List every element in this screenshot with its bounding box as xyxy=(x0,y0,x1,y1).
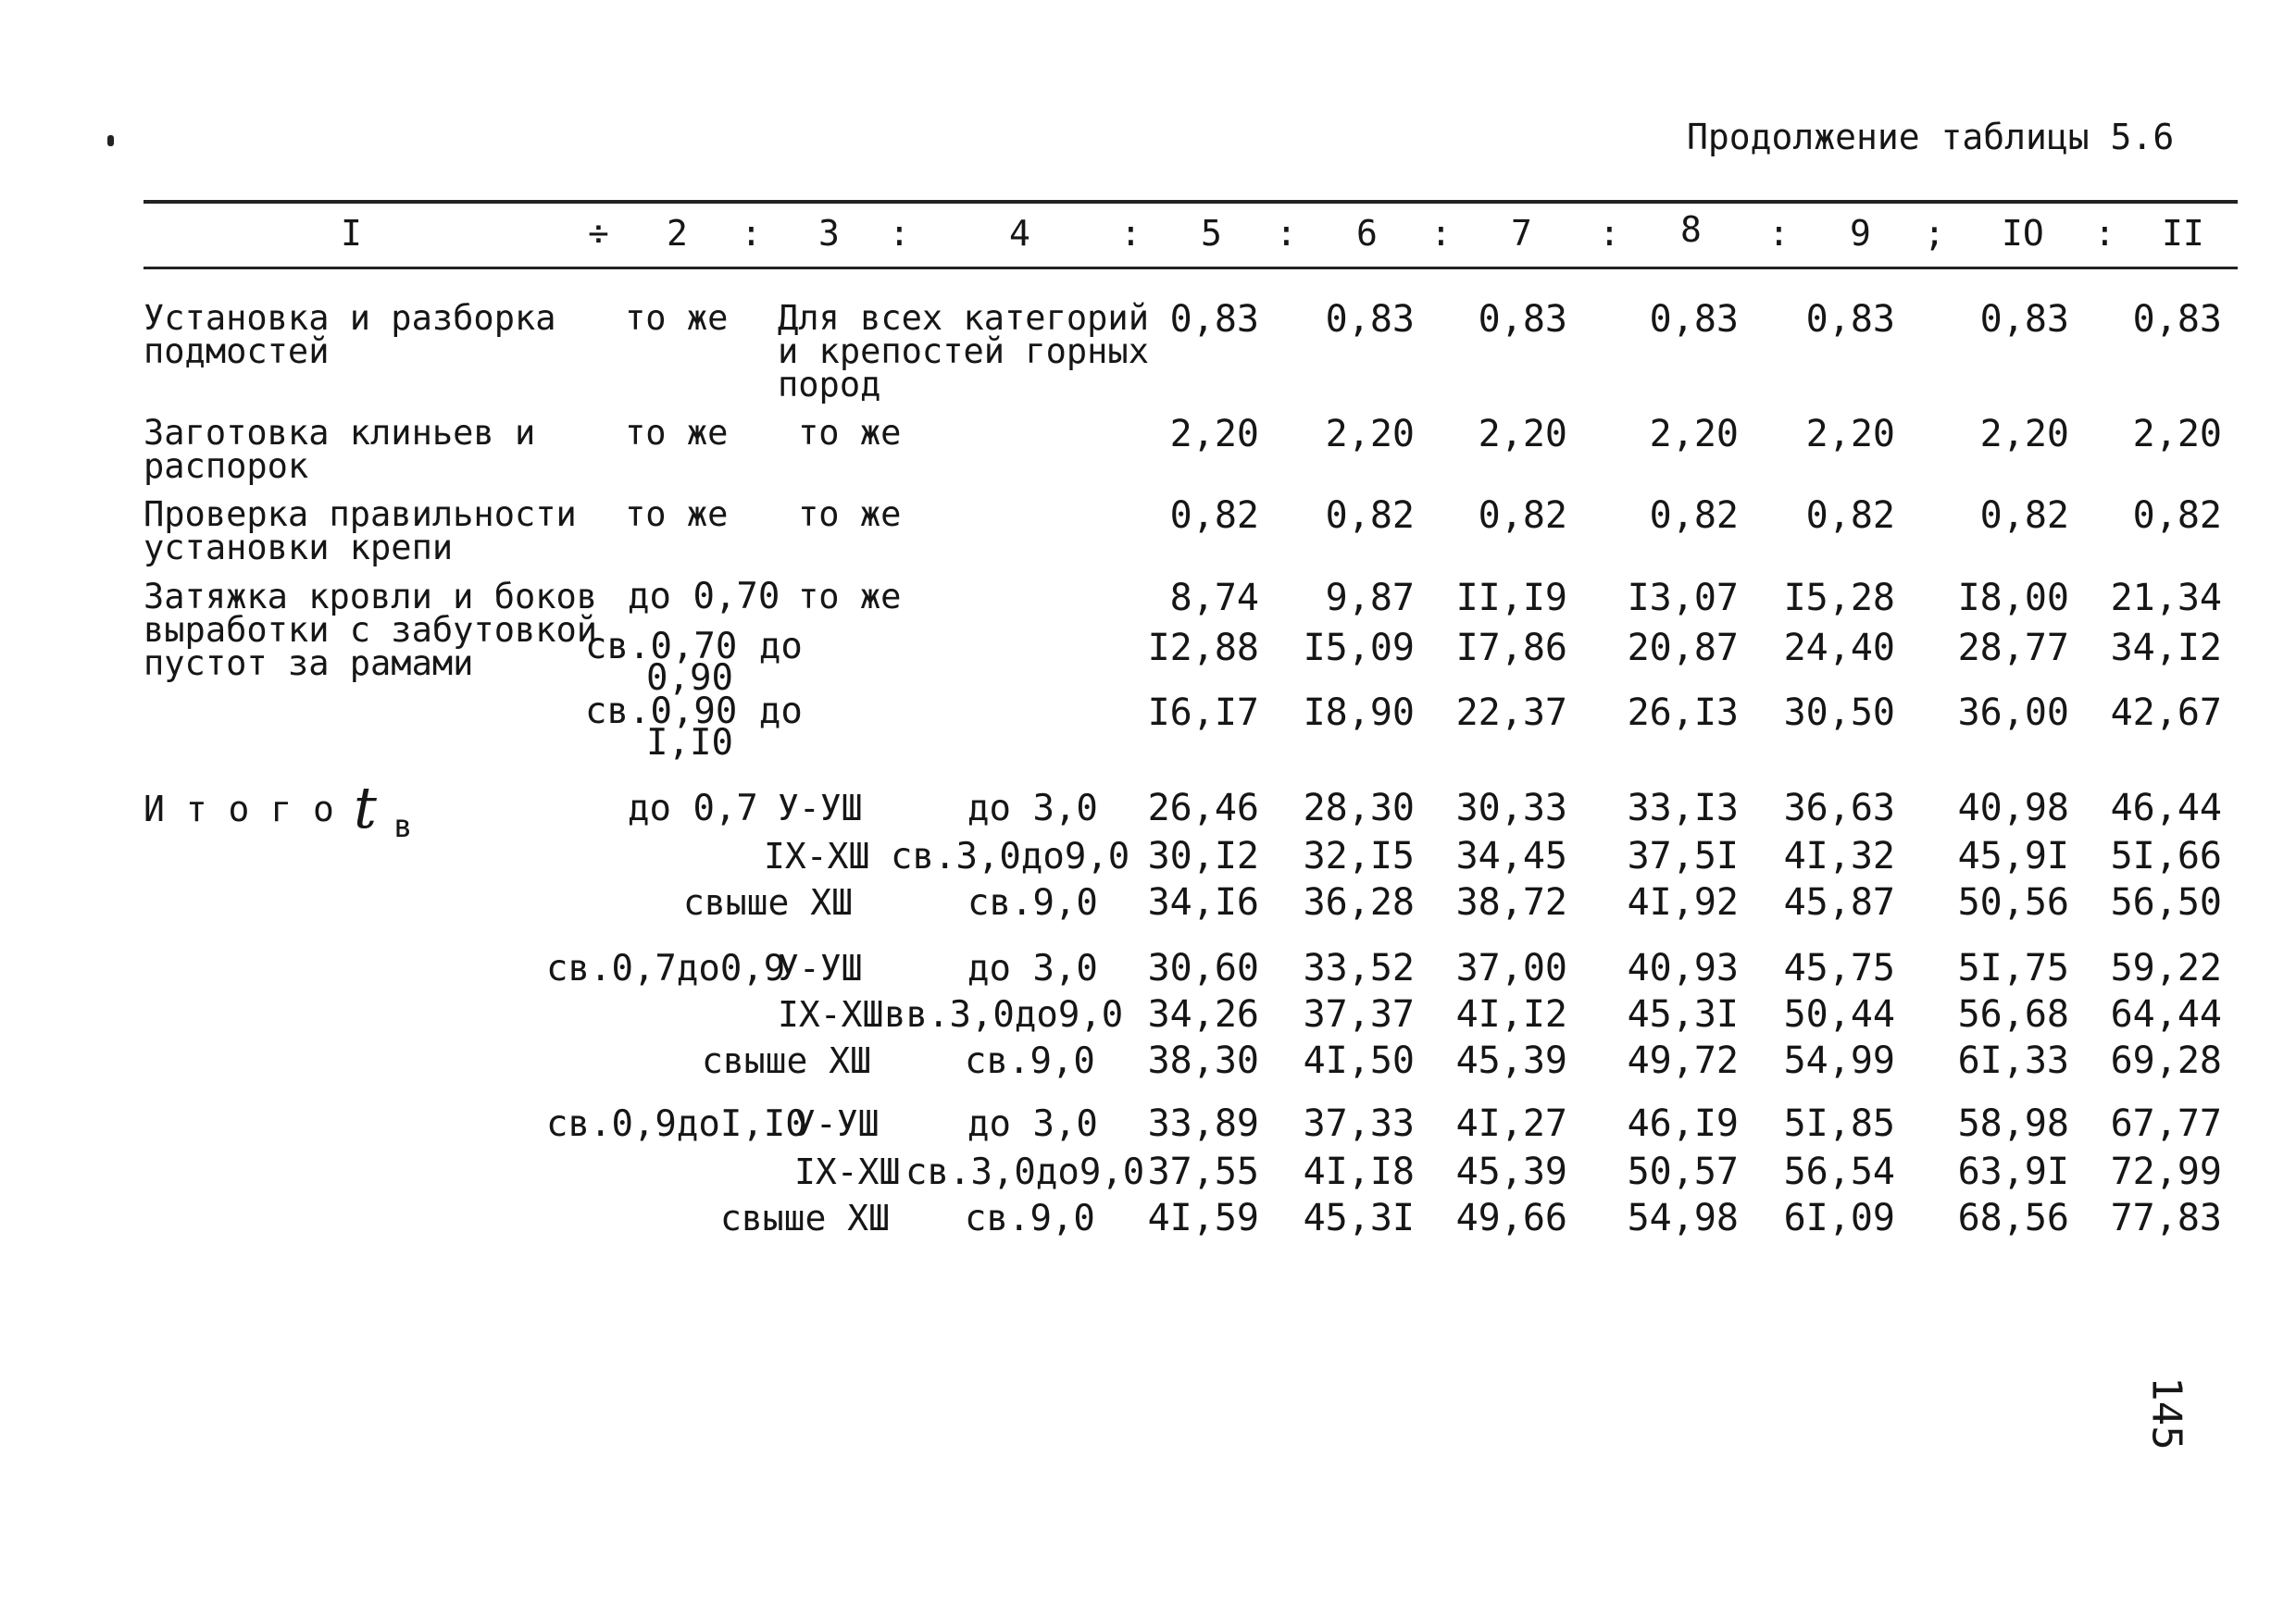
value-cell: 50,57 xyxy=(1627,1151,1739,1193)
value-cell: 2,20 xyxy=(1805,413,1895,455)
value-cell: I6,I7 xyxy=(1147,691,1259,734)
value-cell: 28,77 xyxy=(1957,627,2069,669)
section-range: св.0,7до0,9 xyxy=(546,948,786,989)
value-cell: 6I,09 xyxy=(1783,1197,1895,1239)
value-cell: 37,37 xyxy=(1303,993,1415,1036)
value-cell: 45,39 xyxy=(1455,1039,1567,1082)
header-col-5: 5 xyxy=(1201,213,1222,254)
value-cell: 46,44 xyxy=(2110,787,2222,829)
top-rule xyxy=(144,200,2238,204)
value-cell: II,I9 xyxy=(1455,577,1567,619)
value-cell: 2,20 xyxy=(1169,413,1259,455)
value-cell: 34,I6 xyxy=(1147,881,1259,924)
work-name-line: Затяжка кровли и боков xyxy=(144,577,598,616)
header-col-2: 2 xyxy=(667,213,688,254)
value-cell: 30,I2 xyxy=(1147,835,1259,877)
value-cell: I3,07 xyxy=(1627,577,1739,619)
value-cell: 64,44 xyxy=(2110,993,2222,1036)
total-label: И т о г о xyxy=(144,789,334,829)
rock-category: свыше ХШ xyxy=(702,1040,872,1081)
section-range: св.0,9доI,I0 xyxy=(546,1103,807,1145)
value-cell: 4I,I2 xyxy=(1455,993,1567,1036)
value-cell: 5I,75 xyxy=(1957,947,2069,989)
row-col-3-line: и крепостей горных xyxy=(778,331,1149,371)
value-cell: 4I,59 xyxy=(1147,1197,1259,1239)
value-cell: 2,20 xyxy=(1649,413,1739,455)
value-cell: 0,83 xyxy=(1169,298,1259,341)
value-cell: I8,00 xyxy=(1957,577,2069,619)
value-cell: 20,87 xyxy=(1627,627,1739,669)
value-cell: 45,39 xyxy=(1455,1151,1567,1193)
value-cell: 0,83 xyxy=(1325,298,1415,341)
value-cell: 0,82 xyxy=(1478,494,1567,537)
value-cell: I5,09 xyxy=(1303,627,1415,669)
rock-strength: св.9,0 xyxy=(965,1040,1095,1082)
value-cell: 45,87 xyxy=(1783,881,1895,924)
value-cell: I7,86 xyxy=(1455,627,1567,669)
value-cell: 8,74 xyxy=(1169,577,1259,619)
value-cell: 36,63 xyxy=(1783,787,1895,829)
section-range: св.0,70 до xyxy=(585,626,803,667)
value-cell: 37,00 xyxy=(1455,947,1567,989)
rock-category: свыше ХШ xyxy=(720,1198,891,1238)
header-col-4: 4 xyxy=(1009,213,1030,254)
header-separator: : xyxy=(741,213,762,254)
value-cell: 21,34 xyxy=(2110,577,2222,619)
work-name-line: подмостей xyxy=(144,331,330,371)
value-cell: 4I,32 xyxy=(1783,835,1895,877)
value-cell: 5I,66 xyxy=(2110,835,2222,877)
value-cell: 0,82 xyxy=(2132,494,2222,537)
value-cell: 0,83 xyxy=(2132,298,2222,341)
value-cell: 77,83 xyxy=(2110,1197,2222,1239)
row-col-3-line: то же xyxy=(798,494,902,534)
value-cell: I5,28 xyxy=(1783,577,1895,619)
value-cell: 26,46 xyxy=(1147,787,1259,829)
row-col-2: то же xyxy=(625,298,729,338)
value-cell: 49,66 xyxy=(1455,1197,1567,1239)
value-cell: 30,50 xyxy=(1783,691,1895,734)
rock-strength: вв.3,0до9,0 xyxy=(884,994,1124,1036)
rock-category: У-УШ xyxy=(794,1103,880,1144)
value-cell: 37,55 xyxy=(1147,1151,1259,1193)
value-cell: 50,44 xyxy=(1783,993,1895,1036)
value-cell: 34,45 xyxy=(1455,835,1567,877)
rock-strength: св.3,0до9,0 xyxy=(905,1151,1145,1193)
rock-strength: св.9,0 xyxy=(967,882,1098,924)
value-cell: 2,20 xyxy=(2132,413,2222,455)
value-cell: 33,I3 xyxy=(1627,787,1739,829)
value-cell: 59,22 xyxy=(2110,947,2222,989)
rock-category: свыше ХШ xyxy=(683,882,854,923)
value-cell: 9,87 xyxy=(1325,577,1415,619)
value-cell: 40,98 xyxy=(1957,787,2069,829)
value-cell: 42,67 xyxy=(2110,691,2222,734)
header-separator: : xyxy=(1120,213,1142,254)
rock-strength: до 3,0 xyxy=(967,788,1098,829)
section-range: до 0,70 xyxy=(628,576,780,617)
row-col-3-line: то же xyxy=(798,577,902,616)
rock-strength: до 3,0 xyxy=(967,1103,1098,1145)
value-cell: 0,82 xyxy=(1649,494,1739,537)
header-col-3: 3 xyxy=(818,213,840,254)
value-cell: 26,I3 xyxy=(1627,691,1739,734)
page-number: 145 xyxy=(2142,1376,2190,1450)
value-cell: 2,20 xyxy=(1478,413,1567,455)
value-cell: 6I,33 xyxy=(1957,1039,2069,1082)
value-cell: 54,98 xyxy=(1627,1197,1739,1239)
value-cell: 56,54 xyxy=(1783,1151,1895,1193)
value-cell: 58,98 xyxy=(1957,1102,2069,1145)
value-cell: 36,00 xyxy=(1957,691,2069,734)
value-cell: 34,I2 xyxy=(2110,627,2222,669)
value-cell: 4I,I8 xyxy=(1303,1151,1415,1193)
work-name-line: Установка и разборка xyxy=(144,298,556,338)
value-cell: 40,93 xyxy=(1627,947,1739,989)
row-col-2: то же xyxy=(625,494,729,534)
value-cell: 33,89 xyxy=(1147,1102,1259,1145)
section-range: I,I0 xyxy=(646,722,733,764)
rock-strength: до 3,0 xyxy=(967,948,1098,989)
value-cell: 24,40 xyxy=(1783,627,1895,669)
row-col-3-line: то же xyxy=(798,413,902,453)
row-col-2: то же xyxy=(625,413,729,453)
value-cell: 45,75 xyxy=(1783,947,1895,989)
total-subscript: в xyxy=(393,808,413,845)
value-cell: 5I,85 xyxy=(1783,1102,1895,1145)
row-col-3-line: Для всех категорий xyxy=(778,298,1149,338)
value-cell: 38,72 xyxy=(1455,881,1567,924)
work-name-line: распорок xyxy=(144,446,309,486)
rock-strength: св.9,0 xyxy=(965,1198,1095,1239)
section-range: 0,90 xyxy=(646,657,733,699)
rock-category: IX-ХШ xyxy=(764,836,870,877)
header-col-6: 6 xyxy=(1356,213,1378,254)
header-col-7: 7 xyxy=(1511,213,1532,254)
value-cell: 34,26 xyxy=(1147,993,1259,1036)
header-separator: : xyxy=(2094,213,2115,254)
section-range: св.0,90 до xyxy=(585,691,803,732)
rock-category: IX-ХШ xyxy=(794,1151,901,1192)
header-col-8: 8 xyxy=(1680,209,1702,250)
value-cell: 45,3I xyxy=(1303,1197,1415,1239)
value-cell: 4I,92 xyxy=(1627,881,1739,924)
value-cell: 4I,27 xyxy=(1455,1102,1567,1145)
work-name-line: Проверка правильности xyxy=(144,494,577,534)
value-cell: 50,56 xyxy=(1957,881,2069,924)
value-cell: 0,83 xyxy=(1979,298,2069,341)
value-cell: 67,77 xyxy=(2110,1102,2222,1145)
scan-mark xyxy=(107,135,114,146)
rock-strength: св.3,0до9,0 xyxy=(891,836,1130,877)
header-col-9: 9 xyxy=(1850,213,1871,254)
value-cell: 30,60 xyxy=(1147,947,1259,989)
value-cell: 0,83 xyxy=(1805,298,1895,341)
value-cell: 4I,50 xyxy=(1303,1039,1415,1082)
rock-category: У-УШ xyxy=(778,948,863,989)
header-separator: ; xyxy=(1924,213,1945,254)
header-col-10: IO xyxy=(2002,213,2044,254)
section-range: до 0,7 xyxy=(628,788,758,829)
value-cell: 0,83 xyxy=(1649,298,1739,341)
value-cell: 46,I9 xyxy=(1627,1102,1739,1145)
header-separator: : xyxy=(889,213,910,254)
work-name-line: установки крепи xyxy=(144,528,454,567)
value-cell: 32,I5 xyxy=(1303,835,1415,877)
value-cell: 0,82 xyxy=(1325,494,1415,537)
header-separator: : xyxy=(1276,213,1297,254)
value-cell: 45,9I xyxy=(1957,835,2069,877)
value-cell: 49,72 xyxy=(1627,1039,1739,1082)
value-cell: 2,20 xyxy=(1325,413,1415,455)
header-separator: ÷ xyxy=(588,213,609,254)
rock-category: У-УШ xyxy=(778,788,863,828)
value-cell: 54,99 xyxy=(1783,1039,1895,1082)
rock-category: IX-ХШ xyxy=(778,994,884,1035)
value-cell: 63,9I xyxy=(1957,1151,2069,1193)
value-cell: 0,82 xyxy=(1979,494,2069,537)
value-cell: 72,99 xyxy=(2110,1151,2222,1193)
value-cell: 28,30 xyxy=(1303,787,1415,829)
work-name-line: выработки с забутовкой xyxy=(144,610,598,650)
work-name-line: Заготовка клиньев и xyxy=(144,413,536,453)
value-cell: I2,88 xyxy=(1147,627,1259,669)
value-cell: 2,20 xyxy=(1979,413,2069,455)
value-cell: 37,33 xyxy=(1303,1102,1415,1145)
value-cell: 45,3I xyxy=(1627,993,1739,1036)
work-name-line: пустот за рамами xyxy=(144,643,474,683)
value-cell: 69,28 xyxy=(2110,1039,2222,1082)
value-cell: 37,5I xyxy=(1627,835,1739,877)
header-col-1: I xyxy=(341,213,362,254)
table-caption: Продолжение таблицы 5.6 xyxy=(1687,117,2175,157)
value-cell: I8,90 xyxy=(1303,691,1415,734)
value-cell: 38,30 xyxy=(1147,1039,1259,1082)
header-separator: : xyxy=(1430,213,1452,254)
value-cell: 30,33 xyxy=(1455,787,1567,829)
value-cell: 56,50 xyxy=(2110,881,2222,924)
total-symbol: t xyxy=(354,774,377,841)
row-col-3-line: пород xyxy=(778,365,881,404)
header-separator: : xyxy=(1599,213,1620,254)
value-cell: 56,68 xyxy=(1957,993,2069,1036)
header-col-11: II xyxy=(2162,213,2204,254)
value-cell: 33,52 xyxy=(1303,947,1415,989)
value-cell: 0,82 xyxy=(1169,494,1259,537)
value-cell: 68,56 xyxy=(1957,1197,2069,1239)
value-cell: 0,82 xyxy=(1805,494,1895,537)
value-cell: 36,28 xyxy=(1303,881,1415,924)
value-cell: 22,37 xyxy=(1455,691,1567,734)
value-cell: 0,83 xyxy=(1478,298,1567,341)
header-rule xyxy=(144,267,2238,269)
header-separator: : xyxy=(1768,213,1790,254)
